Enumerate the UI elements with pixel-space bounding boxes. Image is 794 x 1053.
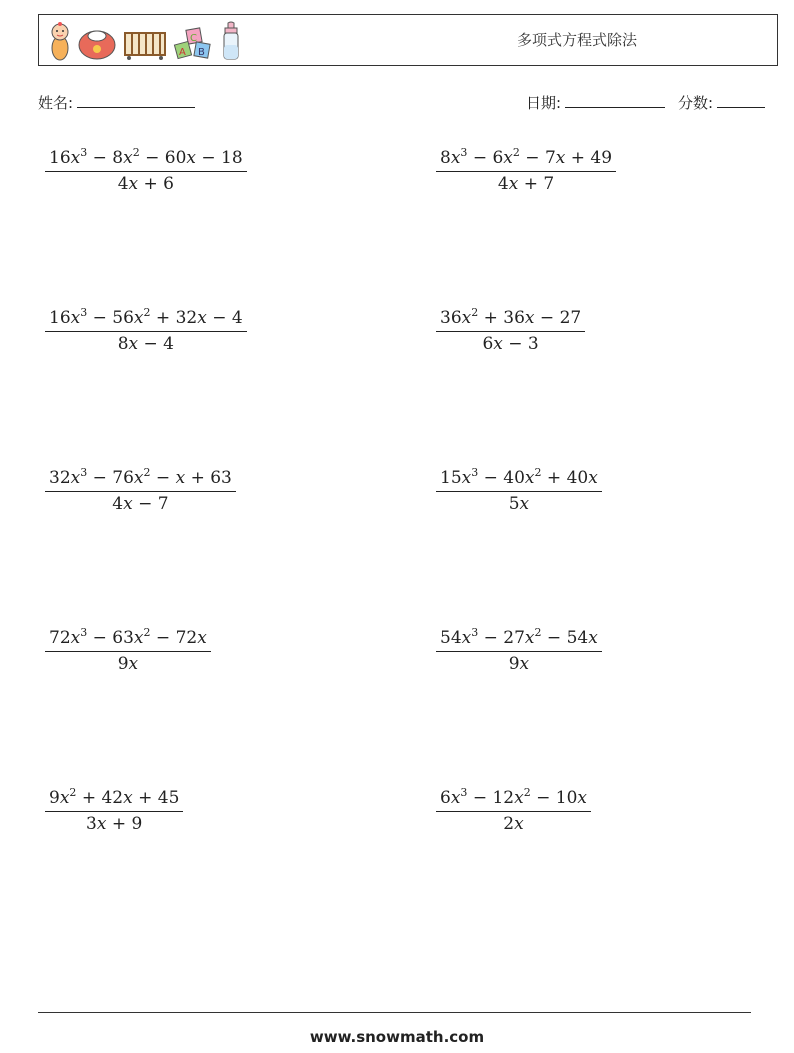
variable: x [514,814,524,834]
exponent: 2 [143,306,151,319]
coefficient-text: 4 [112,494,124,514]
footer-divider [38,1012,751,1013]
denominator [45,332,247,354]
problem-10 [436,788,591,834]
exponent: 3 [460,786,468,799]
baby-bib-icon [77,27,117,61]
exponent: 2 [512,146,520,159]
coefficient-text: − 40 [478,468,525,488]
denominator [45,172,247,194]
numerator [45,788,183,811]
numerator [45,628,211,651]
coefficient-text: − 12 [467,788,515,808]
coefficient-text: 32 [49,468,71,488]
exponent: 2 [523,786,531,799]
coefficient-text: − 7 [519,148,556,168]
variable: x [555,148,566,168]
numerator [436,308,585,331]
variable: x [524,628,535,648]
coefficient-text: − 4 [138,334,174,354]
coefficient-text: 16 [49,148,71,168]
baby-bottle-icon [221,21,241,61]
denominator [436,172,616,194]
problem-6 [436,468,602,514]
coefficient-text: 36 [440,308,462,328]
abc-blocks-icon [173,27,215,61]
denominator [436,492,602,514]
variable: x [461,468,472,488]
denominator [45,492,236,514]
coefficient-text: 5 [508,494,520,514]
date-blank-line[interactable] [565,93,665,108]
coefficient-text: 8 [117,334,129,354]
variable: x [588,628,598,648]
coefficient-text: 9 [508,654,520,674]
coefficient-text: − 27 [478,628,525,648]
coefficient-text: − 72 [150,628,198,648]
coefficient-text: − 27 [534,308,582,328]
date-label: 日期: [526,94,562,112]
variable: x [508,174,519,194]
problem-7 [45,628,211,674]
crib-icon [123,27,167,61]
coefficient-text: − 60 [139,148,187,168]
exponent: 2 [143,626,151,639]
problem-4 [436,308,585,354]
coefficient-text: 16 [49,308,71,328]
variable: x [70,628,81,648]
variable: x [133,468,144,488]
coefficient-text: 6 [482,334,494,354]
variable: x [197,628,207,648]
coefficient-text: − 8 [87,148,124,168]
numerator [45,468,236,491]
numerator [436,788,591,811]
variable: x [175,468,186,488]
exponent: 2 [143,466,151,479]
variable: x [524,308,535,328]
variable: x [577,788,587,808]
coefficient-text: − 63 [87,628,134,648]
variable: x [197,308,207,328]
svg-text:B: B [198,47,205,58]
variable: x [96,814,107,834]
exponent: 3 [471,626,479,639]
exponent: 2 [69,786,77,799]
coefficient-text: − 4 [206,308,243,328]
problem-3 [45,308,247,354]
variable: x [588,468,598,488]
variable: x [123,494,133,514]
exponent: 3 [471,466,479,479]
problem-5 [45,468,236,514]
coefficient-text: 54 [440,628,462,648]
coefficient-text: 8 [440,148,451,168]
exponent: 3 [80,626,88,639]
variable: x [450,788,461,808]
coefficient-text: 2 [503,814,515,834]
coefficient-text: − 18 [195,148,243,168]
coefficient-text: + 42 [76,788,124,808]
exponent: 3 [80,306,88,319]
coefficient-text: + 40 [541,468,589,488]
coefficient-text: 72 [49,628,71,648]
problem-8 [436,628,602,674]
coefficient-text: − 54 [541,628,589,648]
coefficient-text: − 76 [87,468,134,488]
variable: x [519,494,530,514]
exponent: 3 [460,146,468,159]
coefficient-text: 9 [49,788,60,808]
coefficient-text: + 45 [132,788,180,808]
coefficient-text: + 6 [138,174,174,194]
denominator [45,652,211,674]
exponent: 2 [471,306,479,319]
exponent: 2 [534,626,542,639]
score-blank-line[interactable] [717,93,765,108]
header-icons [49,21,241,61]
score-label: 分数: [678,94,714,112]
variable: x [503,148,513,168]
coefficient-text: + 36 [478,308,525,328]
footer-website[interactable]: www.snowmath.com [309,1028,485,1046]
denominator [436,812,591,834]
numerator [436,468,602,491]
variable: x [133,628,144,648]
variable: x [70,308,81,328]
denominator [436,652,602,674]
denominator [45,812,183,834]
coefficient-text: + 63 [185,468,232,488]
coefficient-text: − 7 [132,494,169,514]
date-field [526,92,665,113]
svg-text:C: C [190,33,197,44]
variable: x [123,788,133,808]
coefficient-text: + 9 [106,814,143,834]
numerator [45,308,247,331]
numerator [436,148,616,171]
coefficient-text: + 7 [518,174,555,194]
denominator [436,332,585,354]
coefficient-text: 6 [440,788,451,808]
name-field [38,92,195,113]
exponent: 3 [80,466,88,479]
worksheet-header [38,14,778,66]
exponent: 3 [80,146,88,159]
coefficient-text: + 32 [150,308,198,328]
numerator [436,628,602,651]
name-blank-line[interactable] [77,93,195,108]
problem-2 [436,148,616,194]
variable: x [450,148,461,168]
variable: x [186,148,196,168]
coefficient-text: 4 [497,174,509,194]
coefficient-text: − 56 [87,308,134,328]
score-field [678,92,765,113]
coefficient-text: − [150,468,176,488]
variable: x [514,788,524,808]
coefficient-text: 3 [86,814,97,834]
variable: x [123,148,133,168]
variable: x [461,308,472,328]
name-label: 姓名: [38,94,74,112]
coefficient-text: + 49 [565,148,613,168]
exponent: 2 [534,466,542,479]
exponent: 2 [132,146,140,159]
variable: x [128,174,139,194]
variable: x [519,654,530,674]
coefficient-text: − 6 [467,148,504,168]
variable: x [128,334,139,354]
coefficient-text: 9 [117,654,129,674]
variable: x [524,468,535,488]
variable: x [70,148,81,168]
variable: x [59,788,70,808]
coefficient-text: − 10 [530,788,578,808]
variable: x [128,654,139,674]
svg-text:A: A [179,47,186,58]
problem-1 [45,148,247,194]
variable: x [70,468,81,488]
coefficient-text: − 3 [502,334,539,354]
baby-icon [49,21,71,61]
variable: x [493,334,503,354]
numerator [45,148,247,171]
variable: x [461,628,472,648]
worksheet-title: 多项式方程式除法 [517,31,638,49]
coefficient-text: 4 [117,174,129,194]
problem-9 [45,788,183,834]
variable: x [133,308,144,328]
coefficient-text: 15 [440,468,462,488]
